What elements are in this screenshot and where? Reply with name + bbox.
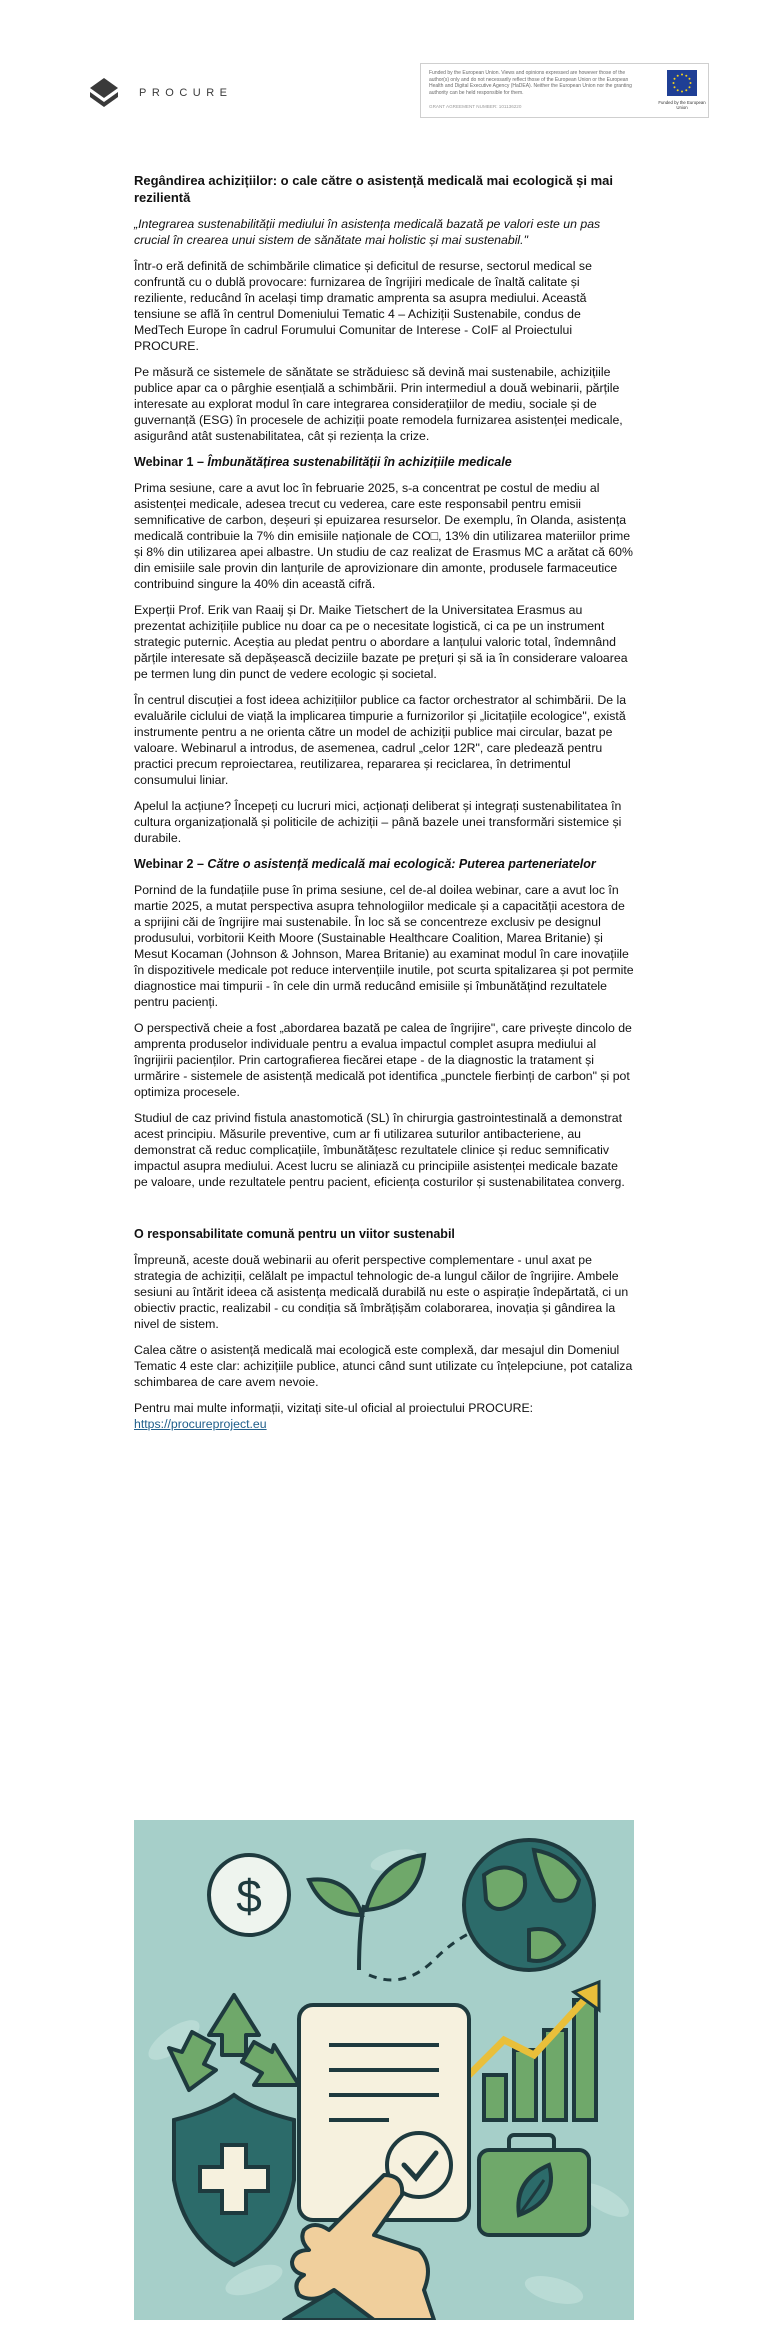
closing-heading: O responsabilitate comună pentru un viitor sustenabil	[134, 1227, 455, 1241]
eu-disclaimer: Funded by the European Union. Views and opinions expressed are however those of the author(s) only and do not necessarily reflect those of the European Union or the European Health and Digital Executive Agency (HaDEA). Neither the European Union nor the granting authority can be held responsible for them.	[429, 70, 632, 96]
dollar-coin-icon	[209, 1855, 289, 1935]
webinar-2-title: Către o asistență medicală mai ecologică: Puterea parteneriatelor	[207, 857, 596, 871]
procure-logo[interactable]	[87, 76, 233, 110]
eu-flag-icon	[667, 70, 697, 96]
webinar-2-paragraph-1: Pornind de la fundațiile puse în prima sesiune, cel de-al doilea webinar, care a avut loc în martie 2025, a mutat perspectiva asupra tehnologiilor medicale și a capacității acestora de a sprijini căi de îngrijire mai sustenabile. În loc să se concentreze exclusiv pe designul produsului, vorbitorii Keith Moore (Sustainable Healthcare Coalition, Marea Britanie) și Mesut Kocaman (Johnson & Johnson, Marea Britanie) au examinat modul în care inovațiile în dispozitivele medicale pot reduce intervențiile inutile, pot scurta spitalizarea și pot permite diagnostice mai timpurii - în cele din urmă reducând emisiile și îmbunătățind rezultatele pentru pacienți.	[134, 883, 634, 1009]
page-header	[0, 0, 768, 150]
procure-logo-icon	[87, 76, 121, 110]
webinar-2-heading	[134, 856, 634, 872]
dollar-symbol: $	[236, 1870, 262, 1922]
webinar-1-paragraph-1: Prima sesiune, care a avut loc în februarie 2025, s-a concentrat pe costul de mediu al asistenței medicale, adesea trecut cu vederea, care este responsabil pentru emisii semnificative de carbon, deșeuri și epuizarea resurselor. De exemplu, în Olanda, asistența medicală contribuie la 7% din emisiile naționale de CO□, 13% din utilizarea materiilor prime și 8% din utilizarea apei albastre. Un studiu de caz realizat de Erasmus MC a arătat că 60% din emisiile sale provin din lanțurile de aprovizionare din amonte, produsele farmaceutice contribuind singure la 40% din această cifră.	[134, 481, 633, 591]
grant-number: GRANT AGREEMENT NUMBER: 101136220	[429, 104, 522, 109]
closing-paragraph-1: Împreună, aceste două webinarii au oferit perspective complementare - unul axat pe strategia de achiziții, celălalt pe impactul tehnologic de-a lungul căilor de îngrijire. Ambele sesiuni au întărit ideea că asistența medicală durabilă nu este o aspirație îndepărtată, ci un obiectiv practic, realizabil - cu condiția să îmbrățișăm colaborarea, inovația și gândirea la nivel de sistem.	[134, 1253, 629, 1331]
webinar-2-prefix: Webinar 2 –	[134, 857, 208, 871]
globe-icon	[464, 1840, 594, 1970]
intro-paragraph-1: Într-o eră definită de schimbările climatice și deficitul de resurse, sectorul medical se confruntă cu o dublă provocare: furnizarea de îngrijiri medicale de înaltă calitate și reziliente, reducând în același timp dramatic amprenta sa asupra mediului. Această tensiune se află în centrul Domeniului Tematic 4 – Achiziții Sustenabile, condus de MedTech Europe în cadrul Forumului Comunitar de Interese - CoIF al Proiectului PROCURE.	[134, 259, 592, 353]
sprout-icon	[309, 1855, 424, 1970]
medical-shield-icon	[174, 2095, 294, 2265]
procure-website-link[interactable]: https://procureproject.eu	[134, 1417, 267, 1431]
webinar-1-prefix: Webinar 1 –	[134, 455, 208, 469]
closing-paragraph-2: Calea către o asistență medicală mai ecologică este complexă, dar mesajul din Domeniul Tematic 4 este clar: achizițiile publice, atunci când sunt utilizate cu înțelepciune, pot cataliza schimbarea de care avem nevoie.	[134, 1343, 633, 1389]
article-title: Regândirea achizițiilor: o cale către o asistență medicală mai ecologică și mai rezilientă	[134, 173, 614, 205]
webinar-1-paragraph-3: În centrul discuției a fost ideea achizițiilor publice ca factor orchestrator al schimbării. De la evaluările ciclului de viață la implicarea timpurie a furnizorilor și „licitațiile ecologice", există instrumente pentru a ne orienta către un model de achiziții publice mai circular, bazat pe valoare. Webinarul a introdus, de asemenea, cadrul „celor 12R", care pledează pentru practici precum reproiectarea, reutilizarea, repararea și reciclarea, în detrimentul consumului liniar.	[134, 693, 627, 787]
webinar-1-paragraph-2: Experții Prof. Erik van Raaij și Dr. Maike Tietschert de la Universitatea Erasmus au prezentat achizițiile publice nu doar ca pe o necesitate logistică, ci ca pe un instrument strategic puternic. Aceștia au pledat pentru o abordare a lanțului valoric total, îndemnând părțile interesate să depășească deciziile bazate pe prețuri și să ia în considerare valoarea pe termen lung din punct de vedere ecologic și societal.	[134, 603, 628, 681]
brand-name: PROCURE	[139, 87, 233, 99]
webinar-2-paragraph-3: Studiul de caz privind fistula anastomotică (SL) în chirurgia gastrointestinală a demonstrat acest principiu. Măsurile preventive, cum ar fi utilizarea suturilor antibacteriene, au demonstrat că reduc complicațiile, îmbunătățesc rezultatele clinice și reduc semnificativ impactul asupra mediului. Acest lucru se aliniază cu principiile asistenței medicale bazate pe valoare, unde rezultatele pentru pacient, eficiența costurilor și sustenabilitatea converg.	[134, 1111, 625, 1189]
webinar-1-paragraph-4: Apelul la acțiune? Începeți cu lucruri mici, acționați deliberat și integrați sustenabilitatea în cultura organizațională și politicile de achiziții – până bazele unei transformări sistemice și durabile.	[134, 799, 622, 845]
closing-paragraph-3	[134, 1400, 634, 1432]
eu-funding-notice	[420, 63, 709, 118]
webinar-1-heading	[134, 454, 634, 470]
article	[134, 172, 634, 1442]
sustainability-illustration	[134, 1820, 634, 2320]
recycle-icon	[169, 1995, 299, 2090]
intro-paragraph-2: Pe măsură ce sistemele de sănătate se străduiesc să devină mai sustenabile, achizițiile publice apar ca o pârghie esențială a schimbării. Prin intermediul a două webinarii, părțile interesate au explorat modul în care integrarea considerațiilor de mediu, sociale și de guvernanță (ESG) în procesele de achiziții poate remodela furnizarea asistenței medicale, asigurând atât sustenabilitatea, cât și reziența la crize.	[134, 365, 623, 443]
eu-flag-caption: Funded by the European Union	[658, 100, 706, 111]
briefcase-leaf-icon	[479, 2135, 589, 2235]
article-quote: „Integrarea sustenabilității mediului în asistența medicală bazată pe valori este un pas crucial în crearea unui sistem de sănătate mai holistic și mai sustenabil."	[134, 217, 601, 247]
more-info-text: Pentru mai multe informații, vizitați site-ul oficial al proiectului PROCURE:	[134, 1401, 534, 1415]
webinar-2-paragraph-2: O perspectivă cheie a fost „abordarea bazată pe calea de îngrijire", care privește dincolo de amprenta produselor individuale pentru a evalua impactul complet asupra mediului al îngrijirii pacienților. Prin cartografierea fiecărei etape - de la diagnostic la tratament și urmărire - sistemele de asistență medicală pot identifica „punctele fierbinți de carbon" și pot optimiza procesele.	[134, 1021, 632, 1099]
growth-chart-icon	[459, 1982, 599, 2120]
webinar-1-title: Îmbunătățirea sustenabilității în achizițiile medicale	[207, 455, 512, 469]
